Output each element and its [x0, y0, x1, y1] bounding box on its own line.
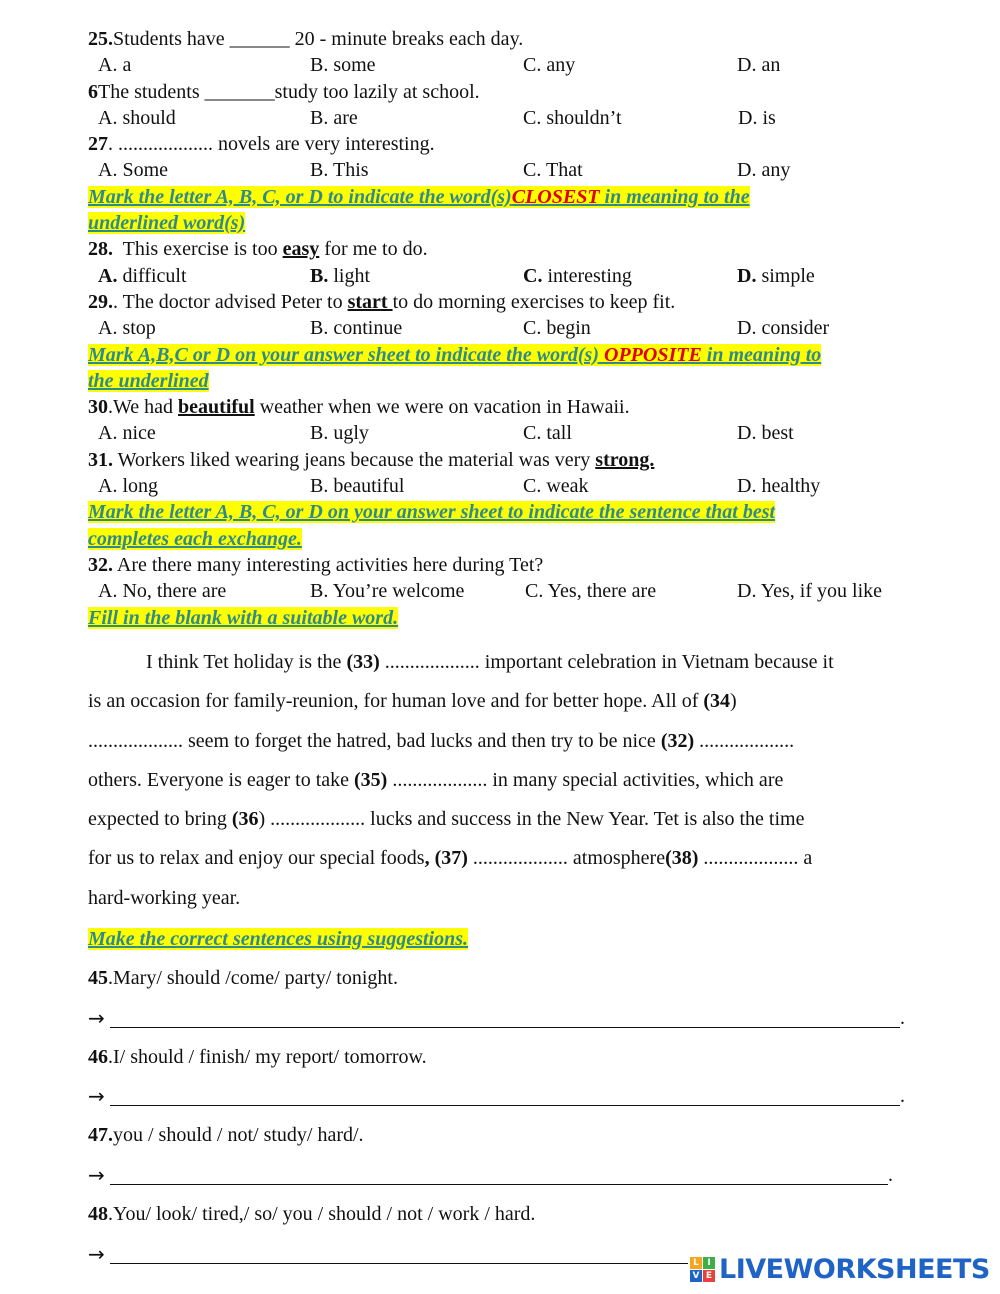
- options-25: [88, 52, 948, 78]
- prompt-text: .I/ should / finish/ my report/ tomorrow.: [108, 1045, 427, 1068]
- logo-mark-icon: [690, 1257, 715, 1282]
- passage-line: [88, 682, 948, 721]
- option-d[interactable]: D. best: [737, 422, 794, 445]
- option-letter: A.: [98, 264, 118, 287]
- option-d[interactable]: D. any: [737, 159, 791, 182]
- option-a[interactable]: A. nice: [98, 422, 156, 445]
- question-number: 27: [88, 133, 108, 156]
- underlined-word: strong.: [595, 448, 655, 471]
- passage-line: [88, 643, 948, 682]
- question-number: 45: [88, 967, 108, 990]
- option-a[interactable]: A. Some: [98, 159, 168, 182]
- passage-text: others. Everyone is eager to take: [88, 768, 355, 791]
- answer-input[interactable]: [110, 1158, 888, 1185]
- question-32: [88, 552, 948, 578]
- underlined-word: beautiful: [178, 396, 255, 419]
- option-c[interactable]: C. any: [523, 54, 576, 77]
- sentence-building-section: [88, 920, 948, 1274]
- option-letter: C.: [523, 264, 543, 287]
- option-a[interactable]: A. long: [98, 475, 158, 498]
- option-letter: D.: [737, 264, 757, 287]
- passage-text: is an occasion for family-reunion, for human love and for better hope. All of: [88, 690, 704, 713]
- option-b[interactable]: B. are: [310, 106, 358, 129]
- instruction-text: Fill in the blank with a suitable word.: [88, 606, 399, 629]
- instruction-text: underlined word(s): [88, 212, 246, 235]
- period: .: [888, 1164, 893, 1187]
- prompt-text: .Mary/ should /come/ party/ tonight.: [108, 967, 398, 990]
- blank-number: , (37): [424, 847, 468, 870]
- option-d[interactable]: D. Yes, if you like: [737, 580, 883, 603]
- question-31: [88, 447, 948, 473]
- question-text: The students _______study too lazily at school.: [98, 80, 480, 103]
- question-number: 25.: [88, 28, 113, 50]
- instruction-text: in meaning to: [701, 343, 822, 366]
- options-26: [88, 105, 948, 131]
- passage-line: [88, 800, 948, 839]
- option-text: light: [328, 264, 371, 287]
- prompt-text: you / should / not/ study/ hard/.: [113, 1124, 364, 1147]
- option-text: difficult: [117, 264, 187, 287]
- arrow-right-icon: →: [88, 1241, 105, 1266]
- option-a[interactable]: A. stop: [98, 317, 156, 340]
- arrow-right-icon: →: [88, 1163, 105, 1188]
- question-number: 46: [88, 1045, 108, 1068]
- blank-number: (32): [660, 729, 695, 752]
- blank-number: (35): [354, 768, 388, 791]
- instruction-text: the underlined: [88, 369, 209, 392]
- question-text: weather when we were on vacation in Hawaii.: [254, 396, 630, 419]
- option-b[interactable]: B. some: [310, 54, 376, 77]
- option-c[interactable]: C. begin: [523, 317, 591, 340]
- option-b[interactable]: B. ugly: [310, 422, 369, 445]
- options-29: [88, 315, 948, 341]
- reading-passage: [88, 643, 948, 918]
- question-text: . ................... novels are very interesting.: [108, 133, 435, 156]
- instruction-text: Mark the letter A, B, C, or D to indicate the word(s): [88, 185, 512, 208]
- option-c[interactable]: C. shouldn’t: [523, 106, 622, 129]
- option-d[interactable]: D. healthy: [737, 475, 821, 498]
- question-30: [88, 394, 948, 420]
- question-number: 6: [88, 80, 98, 103]
- period: .: [900, 1085, 905, 1108]
- options-31: [88, 473, 948, 499]
- instruction-text: in meaning to the: [599, 185, 750, 208]
- option-d[interactable]: D. consider: [737, 317, 830, 340]
- passage-line: [88, 761, 948, 800]
- blank-field[interactable]: ...................: [694, 729, 795, 752]
- answer-line-46: [88, 1077, 948, 1116]
- blank-field[interactable]: ................... a: [698, 847, 813, 870]
- instruction-make-sentences: [88, 920, 948, 959]
- options-28: [88, 263, 948, 289]
- passage-text: expected to bring: [88, 808, 232, 831]
- blank-field[interactable]: ................... seem to forget the hatred, bad lucks and then try to be nice: [88, 729, 661, 752]
- option-letter: B.: [310, 264, 329, 287]
- passage-line: [88, 722, 948, 761]
- blank-field[interactable]: ) ................... lucks and success in the New Year. Tet is also the time: [258, 808, 805, 831]
- option-b[interactable]: B. This: [310, 159, 369, 182]
- question-number: 47.: [88, 1124, 113, 1147]
- rewrite-prompt-46: [88, 1038, 948, 1077]
- rewrite-prompt-47: [88, 1116, 948, 1155]
- question-text: This exercise is too: [113, 238, 283, 261]
- rewrite-prompt-45: [88, 959, 948, 998]
- question-text: Are there many interesting activities here during Tet?: [113, 553, 544, 576]
- questions-section: [88, 26, 948, 631]
- option-c[interactable]: C. weak: [523, 475, 589, 498]
- instruction-text: completes each exchange.: [88, 527, 302, 550]
- logo-text: LIVEWORKSHEETS: [719, 1253, 990, 1285]
- option-b[interactable]: B. continue: [310, 317, 403, 340]
- question-text: for me to do.: [319, 238, 428, 261]
- blank-number: (33): [346, 651, 380, 673]
- question-text: .We had: [108, 396, 179, 419]
- blank-field[interactable]: ................... atmosphere: [467, 847, 666, 870]
- answer-input[interactable]: [110, 1001, 900, 1028]
- option-d[interactable]: [737, 263, 815, 289]
- options-30: [88, 420, 948, 446]
- question-number: 32.: [88, 553, 113, 576]
- passage-line: [88, 879, 948, 918]
- question-28: [88, 236, 948, 262]
- option-text: interesting: [542, 264, 632, 287]
- option-a[interactable]: A. should: [98, 106, 176, 129]
- answer-line-47: [88, 1156, 948, 1195]
- question-text: . The doctor advised Peter to: [113, 290, 348, 313]
- options-27: [88, 157, 948, 183]
- logo-letter: E: [703, 1270, 715, 1282]
- answer-input[interactable]: [110, 1079, 900, 1106]
- instruction-fill-blank: [88, 605, 948, 631]
- instruction-opposite-line2: [88, 368, 948, 394]
- blank-field[interactable]: ................... important celebration in Vietnam because it: [379, 651, 834, 673]
- question-26: [88, 79, 948, 105]
- answer-input[interactable]: [110, 1237, 688, 1264]
- liveworksheets-logo: [690, 1252, 990, 1286]
- passage-text: hard-working year.: [88, 886, 241, 909]
- instruction-closest-line2: [88, 210, 948, 236]
- instruction-emphasis: OPPOSITE: [604, 343, 702, 366]
- passage-text: ): [730, 690, 737, 713]
- option-c[interactable]: C. That: [523, 159, 583, 182]
- instruction-exchange-line2: [88, 526, 948, 552]
- blank-number: (38): [665, 847, 699, 870]
- instruction-exchange: [88, 499, 948, 525]
- question-text: Workers liked wearing jeans because the material was very: [113, 448, 596, 471]
- option-a[interactable]: [98, 263, 187, 289]
- question-29: [88, 289, 948, 315]
- instruction-closest: [88, 184, 948, 210]
- blank-number: (36: [231, 808, 259, 831]
- instruction-text: Mark A,B,C or D on your answer sheet to indicate the word(s): [88, 343, 604, 366]
- option-c[interactable]: [523, 263, 632, 289]
- instruction-text: Make the correct sentences using suggestions.: [88, 928, 469, 950]
- answer-line-45: [88, 999, 948, 1038]
- question-27: [88, 131, 948, 157]
- prompt-text: .You/ look/ tired,/ so/ you / should / not / work / hard.: [108, 1203, 536, 1226]
- logo-letter: I: [703, 1257, 715, 1269]
- option-b[interactable]: B. You’re welcome: [310, 580, 465, 603]
- question-number: 31.: [88, 448, 113, 471]
- question-number: 29.: [88, 290, 113, 313]
- option-d[interactable]: D. is: [738, 106, 776, 129]
- period: .: [900, 1006, 905, 1029]
- option-d[interactable]: D. an: [737, 54, 781, 77]
- option-text: simple: [756, 264, 815, 287]
- logo-letter: V: [690, 1270, 702, 1282]
- option-c[interactable]: C. Yes, there are: [525, 580, 657, 603]
- question-number: 48: [88, 1203, 108, 1226]
- option-b[interactable]: B. beautiful: [310, 475, 405, 498]
- rewrite-prompt-48: [88, 1195, 948, 1234]
- underlined-word: start: [347, 290, 393, 313]
- question-number: 28.: [88, 238, 113, 261]
- blank-number: (34: [703, 690, 731, 713]
- passage-text: for us to relax and enjoy our special foods: [88, 847, 425, 870]
- instruction-emphasis: CLOSEST: [511, 185, 600, 208]
- option-b[interactable]: [310, 263, 370, 289]
- option-a[interactable]: A. a: [98, 54, 132, 77]
- options-32: [88, 578, 948, 604]
- arrow-right-icon: →: [88, 1005, 105, 1030]
- blank-field[interactable]: ................... in many special activities, which are: [387, 768, 784, 791]
- instruction-text: Mark the letter A, B, C, or D on your answer sheet to indicate the sentence that best: [88, 501, 776, 524]
- question-25: [88, 26, 948, 52]
- question-number: 30: [88, 396, 108, 419]
- option-c[interactable]: C. tall: [523, 422, 572, 445]
- question-text: to do morning exercises to keep fit.: [392, 290, 676, 313]
- question-text: Students have ______ 20 - minute breaks each day.: [113, 28, 524, 50]
- arrow-right-icon: →: [88, 1084, 105, 1109]
- passage-text: I think Tet holiday is the: [146, 651, 347, 673]
- passage-line: [88, 839, 948, 878]
- option-a[interactable]: A. No, there are: [98, 580, 227, 603]
- logo-letter: L: [690, 1257, 702, 1269]
- instruction-opposite: [88, 342, 948, 368]
- underlined-word: easy: [282, 238, 320, 261]
